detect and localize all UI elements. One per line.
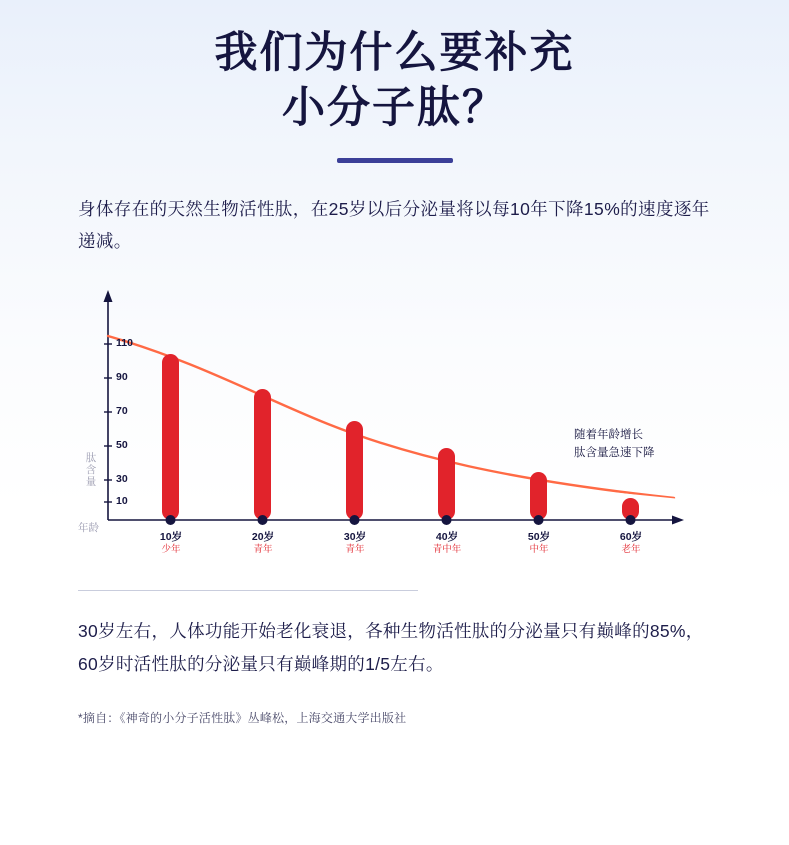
page-title	[0, 0, 789, 136]
dot-50	[534, 515, 544, 525]
intro-paragraph: 身体存在的天然生物活性肽，在25岁以后分泌量将以每10年下降15%的速度逐年递减。	[78, 199, 710, 252]
category-age-50: 50岁	[527, 530, 551, 543]
bar-40	[438, 448, 455, 520]
y-tick-label-10: 10	[116, 494, 128, 507]
category-label-60	[602, 530, 660, 557]
category-label-50	[510, 530, 568, 557]
y-axis-title: 肽含量	[85, 451, 97, 488]
outro-paragraph: 30岁左右，人体功能开始老化衰退，各种生物活性肽的分泌量只有巅峰的85%，60岁时活性肽的分泌量只有巅峰期的1/5左右。	[78, 620, 704, 675]
category-stage-60: 老年	[621, 543, 641, 555]
y-tick-label-50: 50	[116, 438, 128, 451]
y-tick-label-30: 30	[116, 472, 128, 485]
y-tick-label-70: 70	[116, 404, 128, 417]
category-age-60: 60岁	[619, 530, 643, 543]
y-tick-label-110: 110	[116, 336, 133, 349]
category-stage-50: 中年	[529, 543, 549, 555]
dot-30	[350, 515, 360, 525]
bar-30	[346, 421, 363, 520]
category-age-10: 10岁	[159, 530, 183, 543]
category-stage-30: 青年	[345, 543, 365, 555]
x-axis-arrow	[672, 515, 684, 524]
trend-line	[108, 336, 674, 498]
category-age-20: 20岁	[251, 530, 275, 543]
category-stage-10: 少年	[161, 543, 181, 555]
category-stage-40: 青中年	[432, 543, 462, 555]
category-label-40	[418, 530, 476, 557]
chart-annotation-line-2: 肽含量急速下降	[574, 447, 655, 460]
dot-40	[442, 515, 452, 525]
section-divider	[78, 590, 418, 591]
category-label-10	[142, 530, 200, 557]
bar-10	[162, 354, 179, 520]
bar-50	[530, 472, 547, 520]
dot-20	[258, 515, 268, 525]
category-label-20	[234, 530, 292, 557]
headline-line-1: 我们为什么要补充	[214, 29, 575, 77]
chart-annotation-line-1: 随着年龄增长	[574, 428, 643, 441]
dot-60	[626, 515, 636, 525]
x-axis-title: 年龄	[78, 521, 99, 534]
category-label-30	[326, 530, 384, 557]
title-underline-rule	[337, 158, 453, 163]
source-citation: *摘自：《神奇的小分子活性肽》丛峰松，上海交通大学出版社	[78, 711, 407, 726]
y-tick-label-90: 90	[116, 370, 128, 383]
category-age-30: 30岁	[343, 530, 367, 543]
dot-10	[166, 515, 176, 525]
bar-group	[162, 354, 639, 520]
peptide-decline-chart	[0, 284, 789, 584]
chart-annotation	[574, 426, 704, 463]
headline-line-2: 小分子肽？	[282, 84, 507, 133]
category-age-40: 40岁	[435, 530, 459, 543]
y-axis-arrow	[104, 290, 113, 302]
category-stage-20: 青年	[253, 543, 273, 555]
bar-20	[254, 389, 271, 520]
